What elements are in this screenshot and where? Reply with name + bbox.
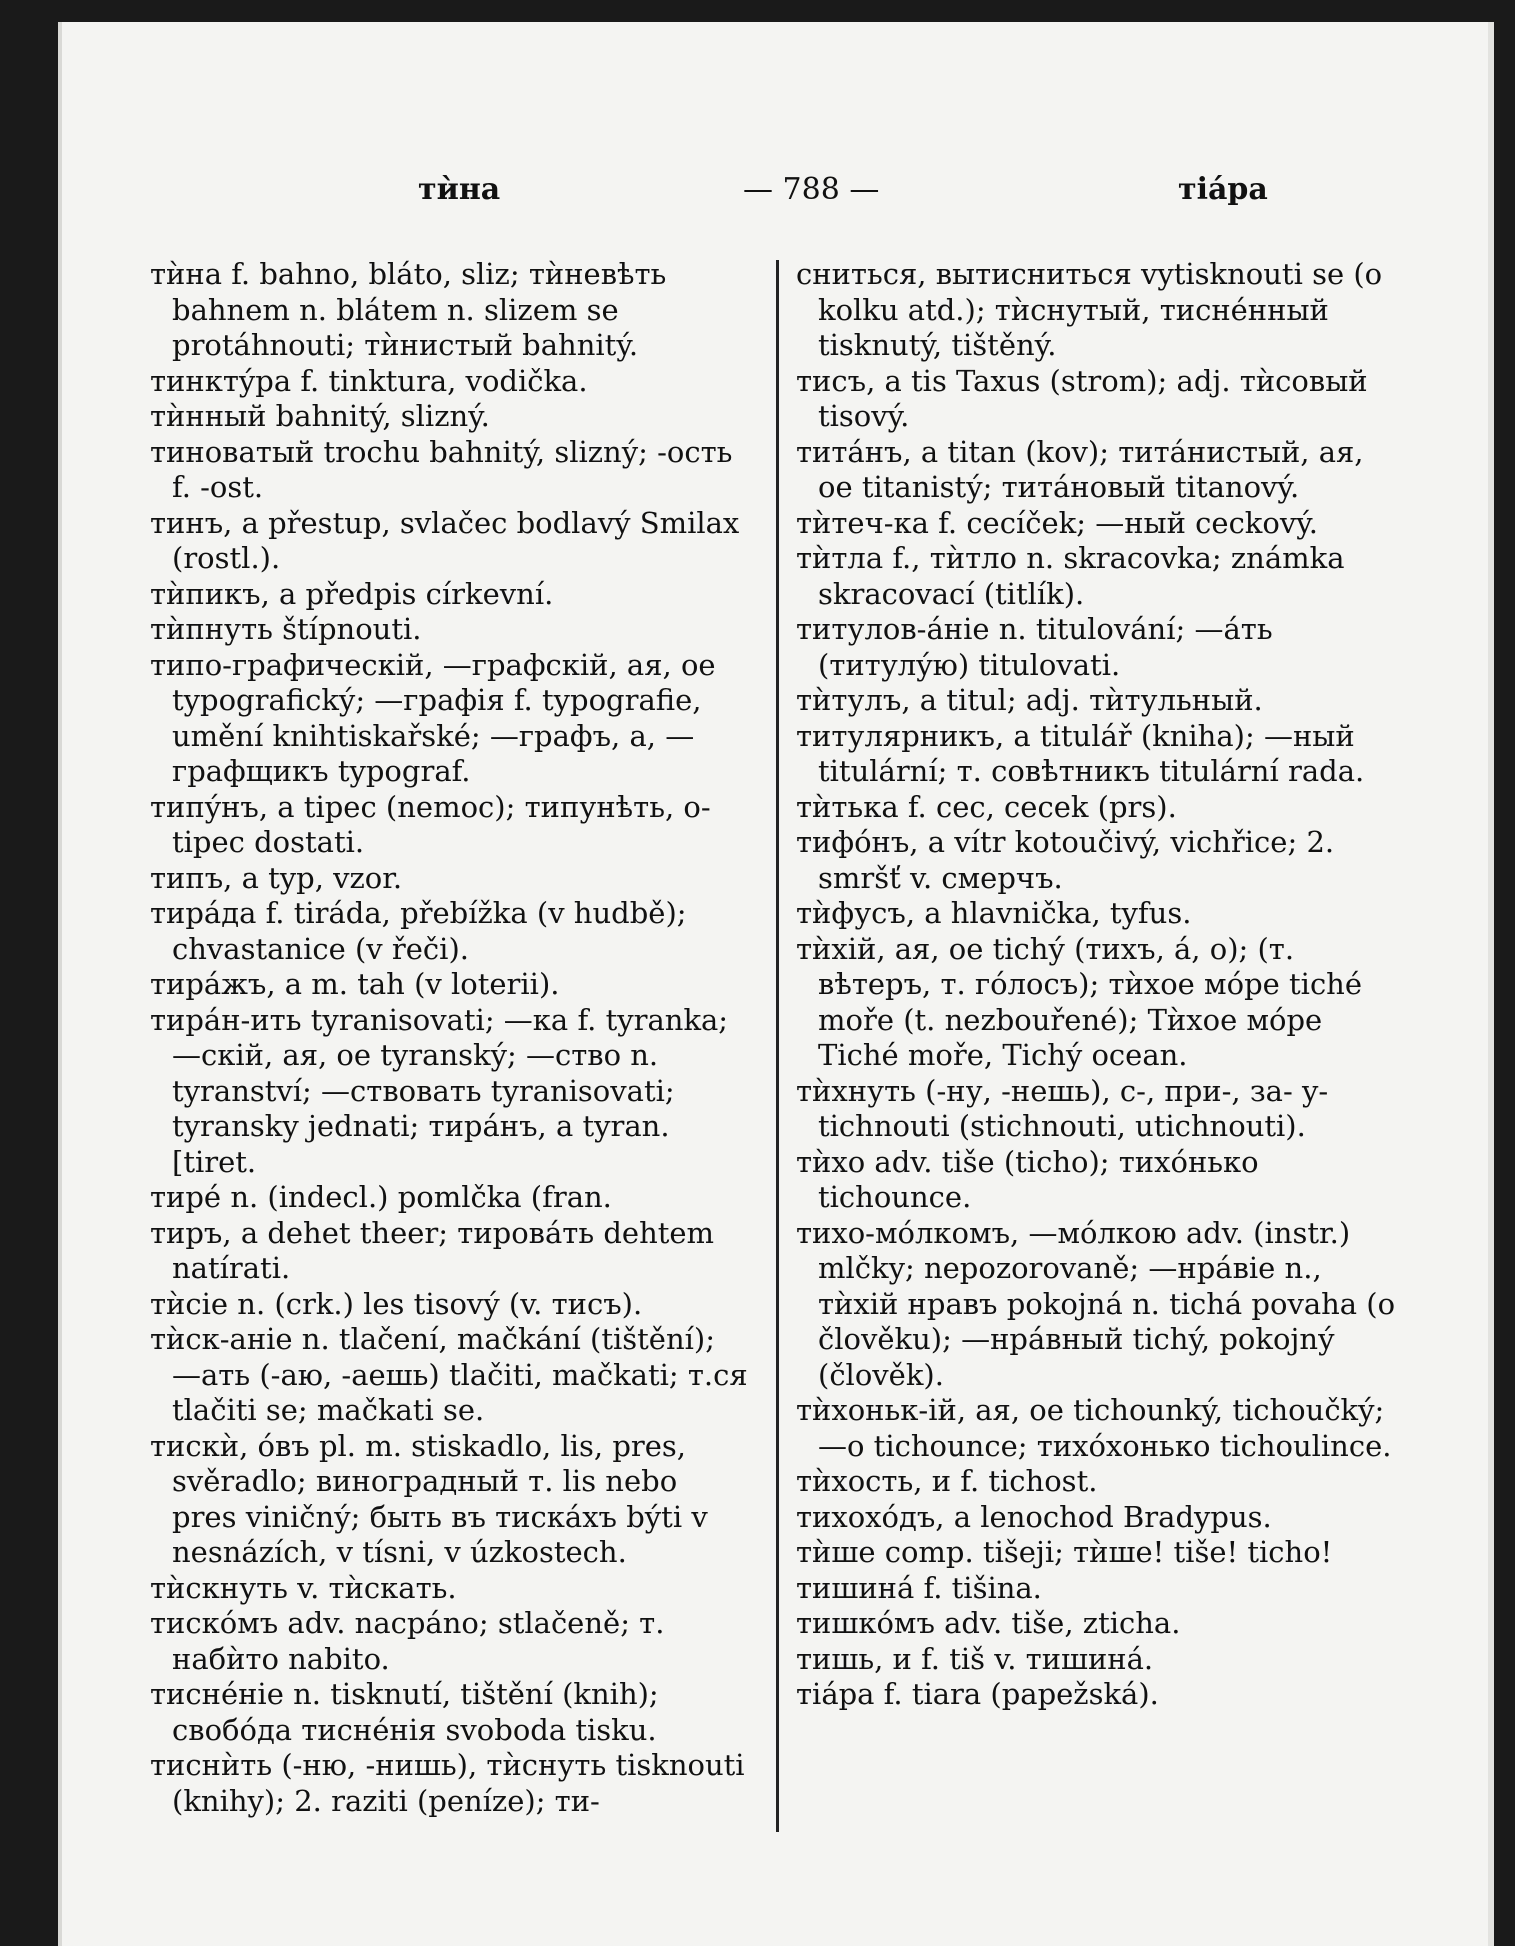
dictionary-entry: тѝхость, и f. tichost. [796, 1464, 1098, 1498]
dictionary-entry: тѝтулъ, a titul; adj. тѝтульный. [796, 683, 1263, 717]
page-number: — 788 — [743, 172, 880, 207]
dictionary-entry: тихо-мóлкомъ, —мóлкою adv. (instr.) mlčky; nepozorovaně; —нрáвie n., тѝхій нравъ pokojná n. tichá povaha (o člověku); —нрáвный tichý, pokojný (člověk). [796, 1215, 1396, 1392]
dictionary-entry: сниться, вытисниться vytisknouti se (o kolku atd.); тѝснутый, тиснéнный tisknutý, tištěný. [796, 257, 1383, 362]
header-right-guideword: тiápa [1178, 172, 1268, 207]
dictionary-entry: тинктýра f. tinktura, vodička. [150, 363, 588, 398]
dictionary-entry: типо-графическій, —графскій, ая, ое typografický; —графія f. typografie, umění knihtiskařské; —графъ, a, —графщикъ typograf. [150, 647, 716, 788]
dictionary-entry: тиснéніе n. tisknutí, tištění (knih); свобóда тиснéнія svoboda tisku. [150, 1677, 659, 1747]
dictionary-entry: тифóнъ, a vítr kotoučivý, vichřice; 2. smršť v. смерчъ. [796, 825, 1335, 895]
dictionary-entry: тѝна f. bahno, bláto, sliz; тѝневѣть bahnem n. blátem n. slizem se protáhnouti; тѝнистый bahnitý. [150, 257, 667, 362]
dictionary-entry: титулярникъ, a titulář (kniha); —ный titulární; т. совѣтникъ titulární rada. [796, 718, 1365, 788]
dictionary-entry: тирáда f. tiráda, přebížka (v hudbě); chvastanice (v řeči). [150, 896, 687, 966]
dictionary-entry: тѝтька f. cec, cecek (prs). [796, 789, 1177, 824]
dictionary-entry: тiápa f. tiara (papežská). [796, 1677, 1159, 1711]
dictionary-entry: тиснѝть (-ню, -нишь), тѝснуть tisknouti (knihy); 2. raziti (peníze); ти- [150, 1748, 745, 1818]
dictionary-entry: тирáжъ, a m. tah (v loterii). [150, 967, 560, 1001]
dictionary-entry: тѝше comp. tišeji; тѝше! tiše! ticho! [796, 1535, 1333, 1569]
dictionary-entry: тѝхнуть (-ну, -нешь), с-, при-, за- y- tichnouti (stichnouti, utichnouti). [796, 1073, 1329, 1143]
dictionary-entry: тѝск-анie n. tlačení, mačkání (tištění); —ать (-аю, -аешь) tlačiti, mačkati; т.ся tlačiti se; mačkati se. [150, 1322, 748, 1427]
dictionary-entry: тискóмъ adv. nacpáno; stlačeně; т. набѝто nabito. [150, 1606, 665, 1676]
dictionary-entry: тискѝ, óвъ pl. m. stiskadlo, lis, pres, svěradlo; виноградный т. lis nebo pres viničný; быть въ тискáхъ býti v nesnázích, v tísni, v úzkostech. [150, 1428, 708, 1569]
left-column [150, 257, 750, 1819]
dictionary-entry: тишинá f. tišina. [796, 1570, 1042, 1605]
dictionary-entry: тинъ, a přestup, svlačec bodlavý Smilax (rostl.). [150, 505, 740, 575]
dictionary-entry: тѝсie n. (crk.) les tisový (v. тисъ). [150, 1286, 643, 1321]
dictionary-entry: тихохóдъ, a lenochod Bradypus. [796, 1499, 1272, 1534]
dictionary-entry: тѝфусъ, a hlavnička, tyfus. [796, 896, 1192, 930]
right-column [796, 257, 1406, 1713]
dictionary-entry: тишкóмъ adv. tiše, zticha. [796, 1606, 1181, 1640]
dictionary-entry: типýнъ, a tipec (nemoc); типунѣть, o- tipec dostati. [150, 789, 711, 859]
page-header [168, 172, 1384, 222]
dictionary-page [58, 22, 1494, 1946]
dictionary-entry: тѝхоньк-ій, ая, ое tichounký, tichoučký; —о tichounce; тихóхонько tichoulince. [796, 1393, 1392, 1463]
header-left-guideword: тѝна [418, 172, 501, 207]
dictionary-entry: титáнъ, a titan (kov); титáнистый, ая, ое titanistý; титáновый titanový. [796, 434, 1364, 504]
dictionary-entry: тиръ, a dehet theer; тировáть dehtem natírati. [150, 1215, 715, 1285]
dictionary-entry: тѝнный bahnitý, slizný. [150, 399, 490, 433]
dictionary-entry: тѝтеч-ка f. cecíček; —ный ceckový. [796, 505, 1318, 540]
page-edge [58, 22, 62, 1946]
dictionary-entry: тирáн-ить tyranisovati; —ка f. tyranka; —скій, ая, ое tyranský; —ство n. tyranství; —ствовать tyranisovati; tyransky jednati; тирáнъ, a tyran. [tiret. [150, 1002, 729, 1179]
dictionary-entry: титулов-áнie n. titulování; —áть (титулýю) titulovati. [796, 612, 1273, 682]
dictionary-entry: типъ, a typ, vzor. [150, 860, 403, 895]
dictionary-entry: тѝхо adv. tiše (ticho); тихóнько tichounce. [796, 1144, 1259, 1214]
column-divider [776, 260, 779, 1832]
dictionary-entry: тиноватый trochu bahnitý, slizný; -ость f. -ost. [150, 434, 733, 504]
dictionary-entry: тишь, и f. tiš v. тишинá. [796, 1641, 1154, 1676]
dictionary-entry: тисъ, a tis Taxus (strom); adj. тѝсовый tisový. [796, 363, 1368, 433]
dictionary-entry: тѝтла f., тѝтло n. skracovka; známka skracovací (titlík). [796, 541, 1345, 611]
dictionary-entry: тирé n. (indecl.) pomlčka (fran. [150, 1180, 612, 1214]
dictionary-entry: тѝхій, ая, ое tichý (тихъ, á, о); (т. вѣтеръ, т. гóлосъ); тѝхое мóре tiché moře (t. nezbouřené); Тѝхое мóре Tiché moře, Tichý ocean. [796, 931, 1363, 1072]
dictionary-entry: тѝскнуть v. тѝскать. [150, 1570, 457, 1605]
dictionary-entry: тѝпикъ, a předpis církevní. [150, 576, 554, 611]
dictionary-entry: тѝпнуть štípnouti. [150, 612, 422, 646]
